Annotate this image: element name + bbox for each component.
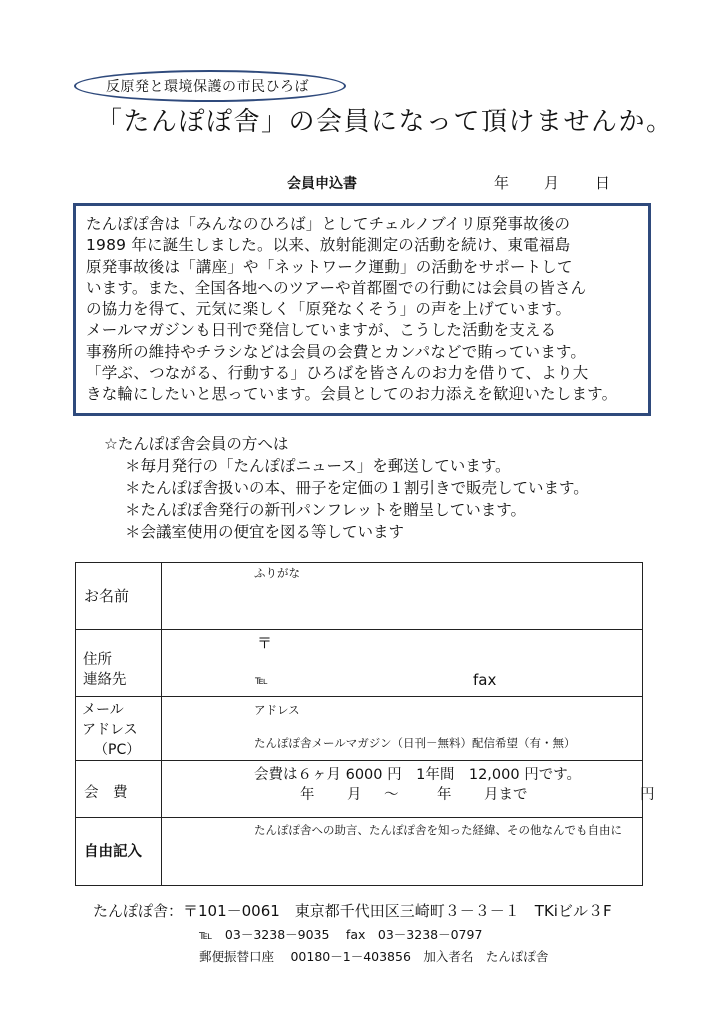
benefit-item: ＊たんぽぽ舎扱いの本、冊子を定価の１割引きで販売しています。 bbox=[125, 479, 589, 497]
address-label-cell bbox=[76, 630, 162, 697]
name-row bbox=[76, 563, 643, 630]
intro-line: 「学ぶ、つながる、行動する」ひろばを皆さんのお力を借りて、より大 bbox=[86, 364, 589, 383]
benefits-heading: ☆たんぽぽ舎会員の方へは bbox=[104, 435, 289, 453]
address-row bbox=[76, 630, 643, 697]
name-label: お名前 bbox=[84, 587, 130, 605]
intro-line: 原発事故後は「講座」や「ネットワーク運動」の活動をサポートして bbox=[86, 257, 573, 276]
subtitle: 反原発と環境保護の市民ひろば bbox=[106, 79, 309, 95]
footer-postal-account: 郵便振替口座 00180－1－403856 加入者名 たんぽぽ舎 bbox=[199, 949, 549, 964]
tel-label: ℡ bbox=[255, 673, 268, 687]
free-entry-field[interactable] bbox=[162, 818, 643, 886]
furigana-label: ふりがな bbox=[254, 566, 300, 580]
mail-field[interactable] bbox=[162, 697, 643, 761]
intro-line: 事務所の維持やチラシなどは会員の会費とカンパなどで賄っています。 bbox=[86, 342, 587, 361]
address-label: 住所 bbox=[83, 652, 112, 668]
free-entry-row bbox=[76, 818, 643, 886]
intro-line: の協力を得て、元気に楽しく「原発なくそう」の声を上げています。 bbox=[86, 300, 572, 319]
mail-address-label: アドレス bbox=[82, 722, 138, 738]
name-field[interactable] bbox=[162, 563, 643, 630]
benefits-section bbox=[104, 433, 589, 543]
page-title: 「たんぽぽ舎」の会員になって頂けませんか。 bbox=[96, 107, 674, 137]
fee-start-year: 年 bbox=[300, 787, 315, 803]
intro-line: 1989 年に誕生しました。以来、放射能測定の活動を続け、東電福島 bbox=[86, 236, 571, 255]
intro-line: メールマガジンも日刊で発信していますが、こうした活動を支える bbox=[86, 321, 557, 340]
date-month-label: 月 bbox=[544, 174, 560, 192]
free-entry-hint: たんぽぽ舎への助言、たんぽぽ舎を知った経緯、その他なんでも自由に bbox=[254, 823, 622, 837]
name-label-cell bbox=[76, 563, 162, 630]
date-year-label: 年 bbox=[494, 174, 510, 192]
contact-label: 連絡先 bbox=[83, 672, 127, 688]
newsletter-option: たんぽぽ舎メールマガジン（日刊－無料）配信希望（有・無） bbox=[254, 736, 576, 750]
footer-address: たんぽぽ舎：〒101－0061 東京都千代田区三崎町３－３－１ TKiビル３F bbox=[93, 902, 612, 920]
application-form-table bbox=[75, 562, 655, 886]
mail-label-cell bbox=[76, 697, 162, 761]
intro-box bbox=[73, 203, 651, 416]
benefits-list bbox=[104, 455, 589, 543]
fee-end-month: 月まで bbox=[484, 787, 528, 803]
intro-line: きな輪にしたいと思っています。会員としてのお力添えを歓迎いたします。 bbox=[86, 385, 618, 404]
mail-label: メール bbox=[82, 702, 124, 718]
fee-row bbox=[76, 761, 643, 818]
mail-pc-label: （PC） bbox=[94, 742, 141, 758]
intro-line: たんぽぽ舎は「みんなのひろば」としてチェルノブイリ原発事故後の bbox=[86, 215, 571, 233]
fee-label-cell bbox=[76, 761, 162, 818]
benefit-item: ＊会議室使用の便宜を図る等しています bbox=[125, 523, 405, 541]
address-field[interactable] bbox=[162, 630, 643, 697]
date-day-label: 日 bbox=[595, 174, 611, 192]
fee-end-year: 年 bbox=[437, 787, 452, 803]
free-entry-label-cell bbox=[76, 818, 162, 886]
mail-address-field-label: アドレス bbox=[254, 703, 300, 717]
fax-label: fax bbox=[473, 671, 497, 689]
fee-yen: 円 bbox=[640, 787, 655, 803]
form-heading: 会員申込書 bbox=[287, 176, 357, 192]
fee-field[interactable] bbox=[162, 761, 655, 818]
benefit-item: ＊たんぽぽ舎発行の新刊パンフレットを贈呈しています。 bbox=[125, 501, 526, 519]
free-entry-label: 自由記入 bbox=[84, 844, 142, 860]
fee-start-month: 月 bbox=[347, 787, 362, 803]
footer-phone-fax: ℡ 03－3238－9035 fax 03－3238－0797 bbox=[199, 927, 483, 942]
fee-tilde: ～ bbox=[384, 787, 399, 803]
footer-contact bbox=[93, 900, 612, 965]
postal-mark: 〒 bbox=[257, 634, 273, 652]
fee-label: 会 費 bbox=[84, 785, 128, 801]
benefit-item: ＊毎月発行の「たんぽぽニュース」を郵送しています。 bbox=[125, 457, 511, 475]
mail-row bbox=[76, 697, 643, 761]
intro-line: います。また、全国各地へのツアーや首都圏での行動には会員の皆さん bbox=[86, 278, 587, 297]
fee-description: 会費は６ヶ月 6000 円 1年間 12,000 円です。 bbox=[254, 767, 582, 783]
